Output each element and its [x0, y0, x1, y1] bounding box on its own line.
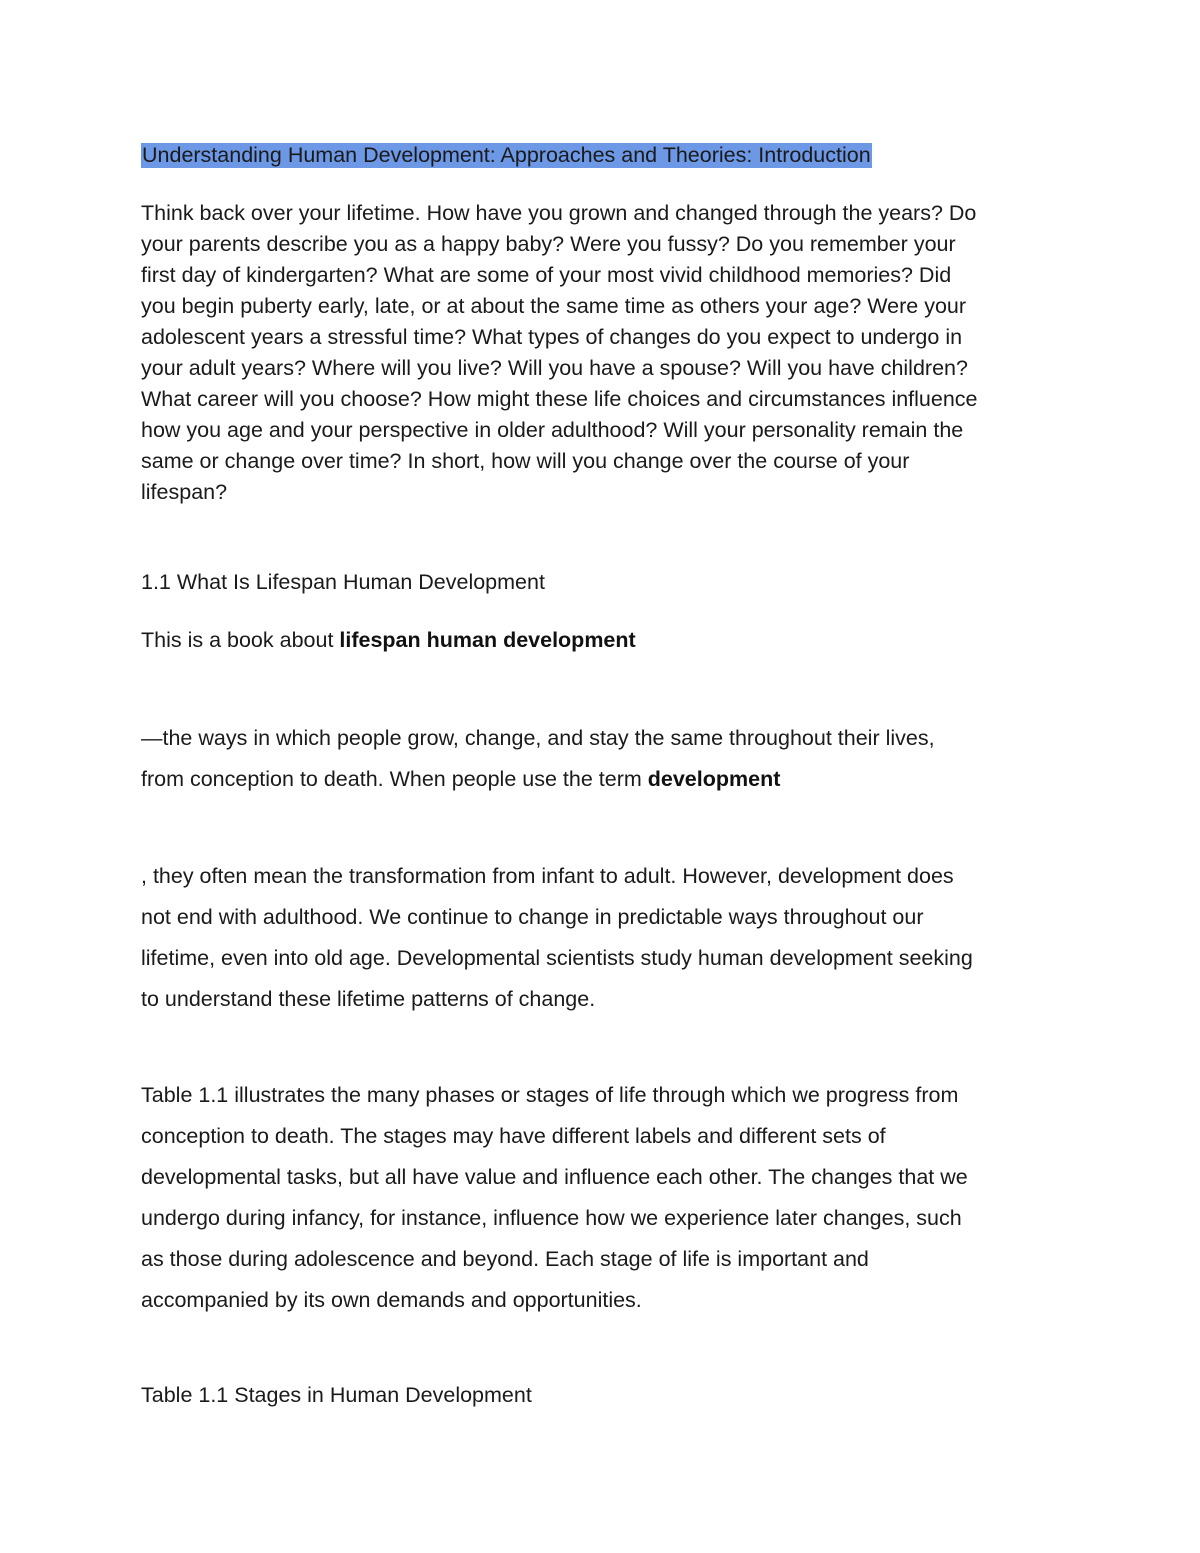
paragraph-line: , they often mean the transformation from infant to adult. However, development does — [141, 864, 954, 888]
paragraph-development — [141, 856, 973, 1020]
intro-line: how you age and your perspective in older adulthood? Will your personality remain the — [141, 418, 964, 442]
paragraph-stages — [141, 1075, 968, 1321]
table-caption: Table 1.1 Stages in Human Development — [141, 1383, 532, 1407]
intro-line: lifespan? — [141, 480, 228, 504]
bold-term: lifespan human development — [339, 628, 636, 652]
intro-line: you begin puberty early, late, or at about the same time as others your age? Were your — [141, 294, 967, 318]
bold-term: development — [647, 767, 781, 791]
intro-paragraph — [141, 198, 978, 508]
paragraph-definition — [141, 718, 935, 800]
paragraph-lifespan-intro — [141, 625, 636, 656]
paragraph-line: not end with adulthood. We continue to change in predictable ways throughout our — [141, 905, 924, 929]
intro-line: What career will you choose? How might these life choices and circumstances influence — [141, 387, 978, 411]
document-title[interactable] — [141, 141, 872, 169]
paragraph-line: conception to death. The stages may have different labels and different sets of — [141, 1124, 886, 1148]
paragraph-line: as those during adolescence and beyond. Each stage of life is important and — [141, 1247, 869, 1271]
intro-line: same or change over time? In short, how will you change over the course of your — [141, 449, 910, 473]
paragraph-line — [141, 759, 935, 800]
paragraph-line: developmental tasks, but all have value and influence each other. The changes that we — [141, 1165, 968, 1189]
paragraph-text: This is a book about — [141, 628, 340, 652]
paragraph-line: Table 1.1 illustrates the many phases or stages of life through which we progress from — [141, 1083, 959, 1107]
intro-line: adolescent years a stressful time? What types of changes do you expect to undergo in — [141, 325, 963, 349]
intro-line: your parents describe you as a happy baby? Were you fussy? Do you remember your — [141, 232, 956, 256]
paragraph-text: from conception to death. When people use the term — [141, 767, 648, 791]
selected-title-text[interactable]: Understanding Human Development: Approaches and Theories: Introduction — [142, 143, 871, 167]
section-heading: 1.1 What Is Lifespan Human Development — [141, 570, 545, 594]
paragraph-line: undergo during infancy, for instance, influence how we experience later changes, such — [141, 1206, 962, 1230]
paragraph-line: accompanied by its own demands and opportunities. — [141, 1288, 642, 1312]
paragraph-line: to understand these lifetime patterns of change. — [141, 987, 596, 1011]
intro-line: Think back over your lifetime. How have you grown and changed through the years? Do — [141, 201, 977, 225]
paragraph-line: lifetime, even into old age. Developmental scientists study human development seeking — [141, 946, 973, 970]
intro-line: first day of kindergarten? What are some of your most vivid childhood memories? Did — [141, 263, 952, 287]
intro-line: your adult years? Where will you live? Will you have a spouse? Will you have children? — [141, 356, 968, 380]
paragraph-line: —the ways in which people grow, change, and stay the same throughout their lives, — [141, 726, 935, 750]
